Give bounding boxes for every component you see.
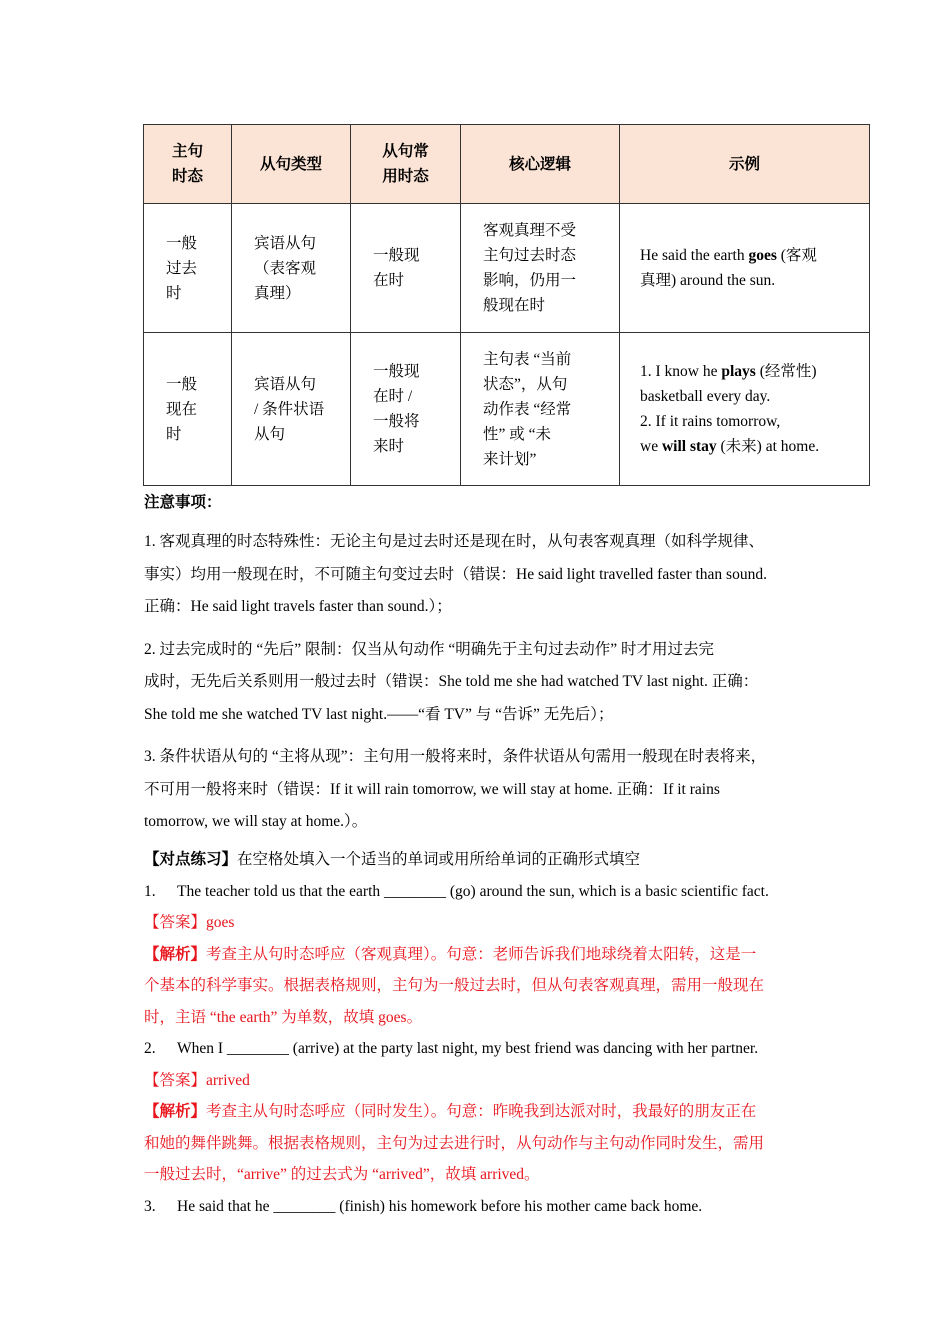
example-text: (经常性) basketball every day. 2. If it rains tomorrow, we xyxy=(640,363,817,455)
note-item: 2. 过去完成时的 “先后” 限制：仅当从句动作 “明确先于主句过去动作” 时才用过去完 成时，无先后关系则用一般过去时（错误：She told me she had watched TV last night. 正确： She told me she watched TV last night.——“看 TV” 与 “告诉” 无先后）； xyxy=(144,640,759,723)
example-text: 1. I know he xyxy=(640,363,722,380)
question-item xyxy=(144,876,834,908)
header-example: 示例 xyxy=(620,125,870,204)
answer-line xyxy=(144,1065,834,1097)
question-text: When I ________ (arrive) at the party last night, my best friend was dancing with her partner. xyxy=(177,1040,759,1057)
practice-section xyxy=(144,844,834,1222)
note-item: 1. 客观真理的时态特殊性：无论主句是过去时还是现在时，从句表客观真理（如科学规律、 事实）均用一般现在时，不可随主句变过去时（错误：He said light travelled faster than sound. 正确：He said light travels faster than sound.）； xyxy=(144,533,767,615)
analysis-block xyxy=(144,939,834,1034)
cell-main-tense: 一般 现在 时 xyxy=(144,333,232,486)
question-text: The teacher told us that the earth ________ (go) around the sun, which is a basic scientific fact. xyxy=(177,882,769,900)
cell-example xyxy=(620,333,870,486)
example-text: He said the earth xyxy=(640,247,749,264)
example-keyword: goes xyxy=(748,247,777,264)
table-row xyxy=(144,204,870,333)
cell-clause-type: 宾语从句 / 条件状语 从句 xyxy=(232,333,351,486)
answer-value: goes xyxy=(206,914,235,931)
analysis-text: 考查主从句时态呼应（同时发生）。句意：昨晚我到达派对时，我最好的朋友正在 和她的舞伴跳舞。根据表格规则，主句为过去进行时，从句动作与主句动作同时发生，需用 一般过去时，“arrive” 的过去式为 “arrived”，故填 arrived。 xyxy=(144,1103,765,1183)
example-keyword: will stay xyxy=(661,438,717,455)
answer-line xyxy=(144,907,834,939)
answer-tag: 【答案】 xyxy=(144,1071,207,1089)
example-keyword: plays xyxy=(721,363,756,380)
tense-rules-table xyxy=(143,124,870,486)
table-header-row xyxy=(144,125,870,204)
question-number: 2. xyxy=(144,1040,156,1057)
header-clause-tense: 从句常 用时态 xyxy=(351,125,461,204)
cell-clause-tense: 一般现 在时 / 一般将 来时 xyxy=(351,333,461,486)
notes-heading: 注意事项： xyxy=(144,494,222,511)
practice-heading-text: 在空格处填入一个适当的单词或用所给单词的正确形式填空 xyxy=(237,851,641,868)
header-clause-type: 从句类型 xyxy=(232,125,351,204)
example-text: (客观 真理) around the sun. xyxy=(640,247,817,289)
cell-main-tense: 一般 过去 时 xyxy=(144,204,232,333)
notes-section xyxy=(144,490,844,839)
question-number: 1. xyxy=(144,882,156,900)
analysis-tag: 【解析】 xyxy=(144,1103,207,1120)
table-row xyxy=(144,333,870,486)
question-item xyxy=(144,1033,834,1065)
question-text: He said that he ________ (finish) his homework before his mother came back home. xyxy=(177,1197,703,1215)
analysis-text: 考查主从句时态呼应（客观真理）。句意：老师告诉我们地球绕着太阳转，这是一 个基本的科学事实。根据表格规则，主句为一般过去时，但从句表客观真理，需用一般现在 时，主语 “the earth” 为单数，故填 goes。 xyxy=(144,945,765,1026)
note-item: 3. 条件状语从句的 “主将从现”：主句用一般将来时，条件状语从句需用一般现在时表将来， 不可用一般将来时（错误：If it will rain tomorrow, we will stay at home. 正确：If it rains tomorrow, we will stay at home.）。 xyxy=(144,748,767,830)
question-number: 3. xyxy=(144,1197,156,1215)
header-main-tense: 主句 时态 xyxy=(144,125,232,204)
answer-value: arrived xyxy=(206,1071,250,1089)
cell-core-logic: 主句表 “当前 状态”，从句 动作表 “经常 性” 或 “未 来计划” xyxy=(461,333,620,486)
practice-heading-tag: 【对点练习】 xyxy=(144,851,238,868)
cell-clause-tense: 一般现 在时 xyxy=(351,204,461,333)
question-item xyxy=(144,1191,834,1223)
answer-tag: 【答案】 xyxy=(144,914,207,931)
analysis-tag: 【解析】 xyxy=(144,945,207,963)
header-core-logic: 核心逻辑 xyxy=(461,125,620,204)
cell-clause-type: 宾语从句 （表客观 真理） xyxy=(232,204,351,333)
practice-heading xyxy=(144,844,834,876)
cell-core-logic: 客观真理不受 主句过去时态 影响，仍用一 般现在时 xyxy=(461,204,620,333)
example-text: (未来) at home. xyxy=(716,438,820,455)
cell-example xyxy=(620,204,870,333)
analysis-block xyxy=(144,1096,834,1191)
